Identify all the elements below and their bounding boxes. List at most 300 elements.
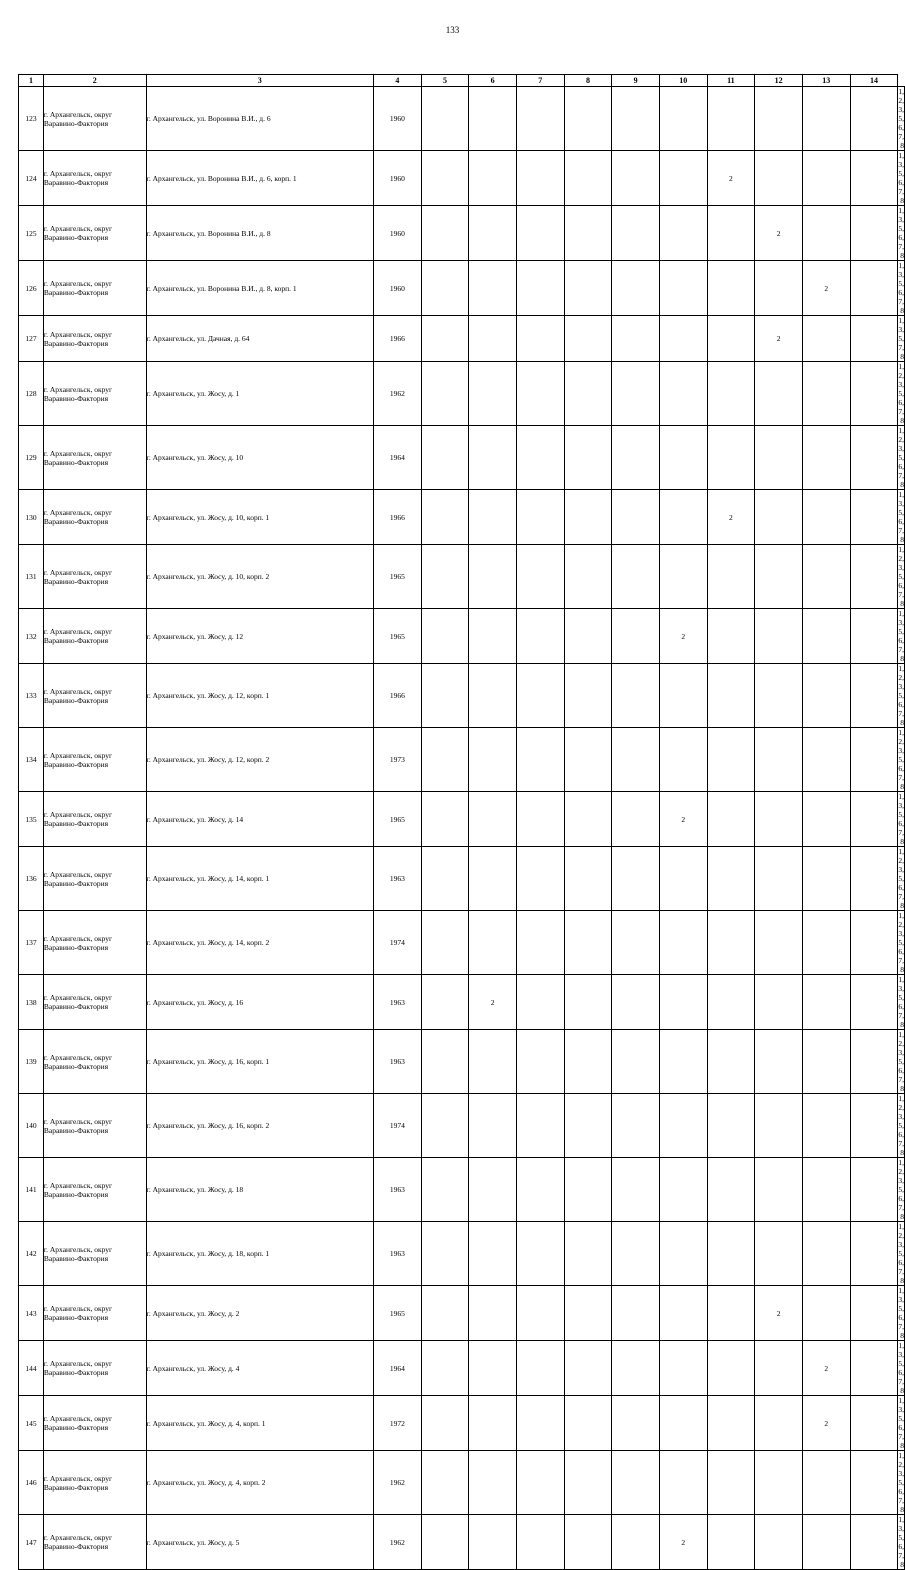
work-list-line: 7, 8 bbox=[898, 471, 904, 489]
district-cell bbox=[43, 609, 146, 664]
district-line: г. Архангельск, округ bbox=[43, 627, 113, 636]
table-row bbox=[19, 426, 905, 490]
value-cell bbox=[850, 362, 898, 426]
value-cell bbox=[612, 609, 660, 664]
value-cell bbox=[755, 1341, 803, 1396]
value-cell bbox=[564, 792, 612, 847]
address-cell: г. Архангельск, ул. Жосу, д. 4, корп. 1 bbox=[146, 1396, 373, 1451]
value-cell bbox=[469, 426, 517, 490]
district-cell bbox=[43, 87, 146, 151]
table-row bbox=[19, 1451, 905, 1515]
value-cell bbox=[421, 975, 469, 1030]
district-line: Варавино-Фактория bbox=[43, 1542, 109, 1551]
address-cell: г. Архангельск, ул. Жосу, д. 2 bbox=[146, 1286, 373, 1341]
district-line: г. Архангельск, округ bbox=[43, 567, 113, 577]
value-cell bbox=[469, 1094, 517, 1158]
district-line: Варавино-Фактория bbox=[43, 1313, 109, 1322]
address-cell: г. Архангельск, ул. Жосу, д. 18 bbox=[146, 1158, 373, 1222]
value-cell bbox=[421, 1286, 469, 1341]
row-number-cell: 128 bbox=[19, 362, 44, 426]
value-cell bbox=[516, 664, 564, 728]
district-cell bbox=[43, 911, 146, 975]
district-line: г. Архангельск, округ bbox=[43, 1052, 113, 1062]
value-cell bbox=[421, 1030, 469, 1094]
value-cell bbox=[659, 664, 707, 728]
value-cell bbox=[469, 1341, 517, 1396]
year-cell: 1960 bbox=[373, 151, 421, 206]
table-body bbox=[19, 87, 905, 1570]
value-cell bbox=[707, 1030, 755, 1094]
work-list-line: 1, 3, 5, 6, 7, bbox=[898, 1515, 904, 1560]
work-list-line: 1, 3, 5, 6, 7, bbox=[898, 151, 904, 196]
value-cell bbox=[564, 490, 612, 545]
value-cell bbox=[755, 362, 803, 426]
address-cell: г. Архангельск, ул. Воронина В.И., д. 6, корп. 1 bbox=[146, 151, 373, 206]
value-cell bbox=[612, 1451, 660, 1515]
year-cell: 1972 bbox=[373, 1396, 421, 1451]
header-row bbox=[19, 75, 905, 87]
address-cell: г. Архангельск, ул. Жосу, д. 14, корп. 2 bbox=[146, 911, 373, 975]
work-list-line: 1, 2, 3, 5, 6, bbox=[898, 1158, 904, 1203]
district-cell bbox=[43, 151, 146, 206]
address-cell: г. Архангельск, ул. Жосу, д. 5 bbox=[146, 1515, 373, 1570]
value-cell bbox=[850, 728, 898, 792]
value-cell bbox=[516, 609, 564, 664]
work-list-line: 7, 8 bbox=[898, 1075, 904, 1093]
value-cell bbox=[564, 1030, 612, 1094]
year-cell: 1974 bbox=[373, 1094, 421, 1158]
column-header: 14 bbox=[850, 75, 898, 87]
work-list-line: 1, 2, 3, 5, 6, bbox=[898, 847, 904, 892]
value-cell bbox=[421, 87, 469, 151]
address-cell: г. Архангельск, ул. Жосу, д. 10, корп. 1 bbox=[146, 490, 373, 545]
district-cell bbox=[43, 1286, 146, 1341]
value-cell bbox=[850, 609, 898, 664]
value-cell bbox=[516, 1515, 564, 1570]
work-list-line: 1, 2, 3, 5, 6, bbox=[898, 1094, 904, 1139]
district-line: Варавино-Фактория bbox=[43, 1368, 109, 1377]
value-cell bbox=[802, 1094, 850, 1158]
value-cell bbox=[516, 1396, 564, 1451]
year-cell: 1966 bbox=[373, 664, 421, 728]
value-cell bbox=[707, 362, 755, 426]
work-list-line: 7, 8 bbox=[898, 590, 904, 608]
value-cell bbox=[612, 1158, 660, 1222]
value-cell bbox=[469, 847, 517, 911]
address-cell: г. Архангельск, ул. Жосу, д. 16, корп. 1 bbox=[146, 1030, 373, 1094]
work-list-cell bbox=[898, 1396, 905, 1451]
value-cell bbox=[516, 1286, 564, 1341]
value-cell bbox=[421, 362, 469, 426]
value-cell bbox=[564, 206, 612, 261]
address-cell: г. Архангельск, ул. Жосу, д. 16, корп. 2 bbox=[146, 1094, 373, 1158]
work-list-cell bbox=[898, 362, 905, 426]
value-cell bbox=[612, 1286, 660, 1341]
value-cell bbox=[659, 362, 707, 426]
district-line: г. Архангельск, округ bbox=[43, 869, 113, 879]
work-list-line: 1, 3, 5, 7, 8 bbox=[898, 316, 904, 361]
value-cell bbox=[421, 664, 469, 728]
value-cell bbox=[564, 664, 612, 728]
year-cell: 1960 bbox=[373, 87, 421, 151]
value-cell bbox=[564, 87, 612, 151]
value-cell bbox=[564, 1341, 612, 1396]
value-cell bbox=[612, 362, 660, 426]
value-cell bbox=[707, 87, 755, 151]
value-cell bbox=[516, 1158, 564, 1222]
work-list-line: 1, 2, 3, 5, 6, bbox=[898, 728, 904, 773]
work-list-line: 1, 2, 3, 5, 6, bbox=[898, 362, 904, 407]
value-cell bbox=[850, 1158, 898, 1222]
district-cell bbox=[43, 1030, 146, 1094]
value-cell bbox=[850, 426, 898, 490]
district-line: г. Архангельск, округ bbox=[43, 508, 113, 517]
row-number-cell: 142 bbox=[19, 1222, 44, 1286]
value-cell bbox=[802, 426, 850, 490]
district-cell bbox=[43, 1451, 146, 1515]
value-cell bbox=[850, 847, 898, 911]
value-cell bbox=[707, 1451, 755, 1515]
value-cell bbox=[469, 911, 517, 975]
value-cell bbox=[802, 316, 850, 362]
value-cell bbox=[707, 1515, 755, 1570]
table-row bbox=[19, 1341, 905, 1396]
address-cell: г. Архангельск, ул. Воронина В.И., д. 8, корп. 1 bbox=[146, 261, 373, 316]
row-number-cell: 140 bbox=[19, 1094, 44, 1158]
value-cell bbox=[612, 1396, 660, 1451]
district-cell bbox=[43, 1341, 146, 1396]
work-list-cell bbox=[898, 1341, 905, 1396]
value-cell bbox=[421, 151, 469, 206]
value-cell bbox=[707, 426, 755, 490]
district-line: Варавино-Фактория bbox=[43, 118, 109, 128]
value-cell bbox=[421, 1396, 469, 1451]
district-line: г. Архангельск, округ bbox=[43, 993, 113, 1002]
year-cell: 1963 bbox=[373, 1222, 421, 1286]
work-list-line: 1, 2, 3, 5, 6, bbox=[898, 664, 904, 709]
value-cell bbox=[802, 151, 850, 206]
value-cell bbox=[421, 1341, 469, 1396]
value-cell bbox=[469, 792, 517, 847]
district-line: Варавино-Фактория bbox=[43, 178, 109, 187]
value-cell bbox=[612, 151, 660, 206]
year-cell: 1962 bbox=[373, 1515, 421, 1570]
row-number-cell: 147 bbox=[19, 1515, 44, 1570]
value-cell bbox=[469, 1515, 517, 1570]
district-line: г. Архангельск, округ bbox=[43, 1533, 113, 1542]
value-cell bbox=[802, 975, 850, 1030]
table-row bbox=[19, 206, 905, 261]
value-cell bbox=[850, 545, 898, 609]
value-cell bbox=[564, 1158, 612, 1222]
address-cell: г. Архангельск, ул. Воронина В.И., д. 6 bbox=[146, 87, 373, 151]
row-number-cell: 135 bbox=[19, 792, 44, 847]
table-row bbox=[19, 316, 905, 362]
row-number-cell: 130 bbox=[19, 490, 44, 545]
value-cell bbox=[802, 847, 850, 911]
work-list-line: 7, 8 bbox=[898, 709, 904, 727]
value-cell bbox=[707, 206, 755, 261]
table-row bbox=[19, 1158, 905, 1222]
address-cell: г. Архангельск, ул. Жосу, д. 14, корп. 1 bbox=[146, 847, 373, 911]
work-list-cell bbox=[898, 490, 905, 545]
value-cell bbox=[707, 664, 755, 728]
district-line: Варавино-Фактория bbox=[43, 338, 109, 348]
value-cell bbox=[612, 545, 660, 609]
year-cell: 1965 bbox=[373, 1286, 421, 1341]
work-list-line: 7, 8 bbox=[898, 1139, 904, 1157]
work-list-cell bbox=[898, 664, 905, 728]
year-cell: 1960 bbox=[373, 206, 421, 261]
value-cell bbox=[802, 87, 850, 151]
value-cell bbox=[659, 1030, 707, 1094]
table-row bbox=[19, 1222, 905, 1286]
district-cell bbox=[43, 792, 146, 847]
table-row bbox=[19, 1030, 905, 1094]
value-cell bbox=[612, 1515, 660, 1570]
value-cell bbox=[707, 1286, 755, 1341]
year-cell: 1962 bbox=[373, 1451, 421, 1515]
table-row bbox=[19, 490, 905, 545]
district-line: Варавино-Фактория bbox=[43, 1423, 109, 1432]
housing-table bbox=[18, 74, 905, 1570]
district-line: Варавино-Фактория bbox=[43, 1253, 109, 1263]
work-list-cell bbox=[898, 792, 905, 847]
value-cell bbox=[612, 1341, 660, 1396]
work-list-line: 1, 3, 5, 6, 7, bbox=[898, 261, 904, 306]
district-cell bbox=[43, 316, 146, 362]
year-cell: 1973 bbox=[373, 728, 421, 792]
value-cell: 2 bbox=[659, 792, 707, 847]
district-line: Варавино-Фактория bbox=[43, 636, 109, 645]
district-cell bbox=[43, 1158, 146, 1222]
value-cell bbox=[802, 1158, 850, 1222]
value-cell bbox=[612, 728, 660, 792]
value-cell bbox=[707, 1158, 755, 1222]
district-cell bbox=[43, 1396, 146, 1451]
value-cell bbox=[755, 261, 803, 316]
value-cell: 2 bbox=[659, 609, 707, 664]
work-list-cell bbox=[898, 1158, 905, 1222]
row-number-cell: 129 bbox=[19, 426, 44, 490]
work-list-line: 1, 2, 3, 5, 6, bbox=[898, 1222, 904, 1267]
value-cell bbox=[659, 545, 707, 609]
value-cell bbox=[469, 362, 517, 426]
value-cell bbox=[564, 151, 612, 206]
district-line: г. Архангельск, округ bbox=[43, 224, 113, 233]
district-line: Варавино-Фактория bbox=[43, 1482, 109, 1492]
table-row bbox=[19, 847, 905, 911]
value-cell bbox=[421, 847, 469, 911]
value-cell bbox=[469, 1030, 517, 1094]
district-line: Варавино-Фактория bbox=[43, 695, 109, 705]
district-line: Варавино-Фактория bbox=[43, 517, 109, 526]
value-cell bbox=[802, 1451, 850, 1515]
value-cell bbox=[564, 1515, 612, 1570]
value-cell bbox=[850, 1515, 898, 1570]
work-list-line: 8 bbox=[900, 1441, 904, 1450]
value-cell bbox=[850, 911, 898, 975]
value-cell bbox=[850, 1094, 898, 1158]
row-number-cell: 125 bbox=[19, 206, 44, 261]
value-cell bbox=[659, 1158, 707, 1222]
value-cell bbox=[802, 545, 850, 609]
row-number-cell: 131 bbox=[19, 545, 44, 609]
value-cell bbox=[659, 151, 707, 206]
table-row bbox=[19, 151, 905, 206]
row-number-cell: 124 bbox=[19, 151, 44, 206]
value-cell bbox=[421, 911, 469, 975]
value-cell bbox=[802, 792, 850, 847]
work-list-cell bbox=[898, 426, 905, 490]
row-number-cell: 146 bbox=[19, 1451, 44, 1515]
value-cell: 2 bbox=[755, 206, 803, 261]
value-cell bbox=[516, 975, 564, 1030]
value-cell bbox=[516, 151, 564, 206]
value-cell bbox=[707, 792, 755, 847]
value-cell bbox=[850, 1396, 898, 1451]
value-cell bbox=[755, 1158, 803, 1222]
value-cell bbox=[564, 1222, 612, 1286]
year-cell: 1965 bbox=[373, 545, 421, 609]
district-line: Варавино-Фактория bbox=[43, 819, 109, 828]
value-cell bbox=[850, 151, 898, 206]
address-cell: г. Архангельск, ул. Жосу, д. 12 bbox=[146, 609, 373, 664]
column-header: 11 bbox=[707, 75, 755, 87]
value-cell bbox=[755, 664, 803, 728]
value-cell bbox=[707, 1396, 755, 1451]
row-number-cell: 134 bbox=[19, 728, 44, 792]
work-list-line: 8 bbox=[900, 196, 904, 205]
value-cell: 2 bbox=[707, 490, 755, 545]
value-cell: 2 bbox=[802, 1341, 850, 1396]
value-cell bbox=[516, 1222, 564, 1286]
value-cell bbox=[802, 490, 850, 545]
value-cell: 2 bbox=[707, 151, 755, 206]
work-list-line: 7, 8 bbox=[898, 1203, 904, 1221]
table-row bbox=[19, 1286, 905, 1341]
work-list-cell bbox=[898, 1094, 905, 1158]
value-cell bbox=[516, 1094, 564, 1158]
value-cell bbox=[755, 151, 803, 206]
district-line: Варавино-Фактория bbox=[43, 233, 109, 242]
row-number-cell: 127 bbox=[19, 316, 44, 362]
district-line: Варавино-Фактория bbox=[43, 878, 109, 888]
row-number-cell: 141 bbox=[19, 1158, 44, 1222]
value-cell bbox=[707, 911, 755, 975]
value-cell bbox=[707, 1341, 755, 1396]
work-list-cell bbox=[898, 975, 905, 1030]
work-list-cell bbox=[898, 1451, 905, 1515]
value-cell bbox=[564, 316, 612, 362]
district-cell bbox=[43, 261, 146, 316]
value-cell bbox=[564, 261, 612, 316]
value-cell bbox=[802, 1515, 850, 1570]
value-cell bbox=[755, 1222, 803, 1286]
district-line: г. Архангельск, округ bbox=[43, 1244, 113, 1254]
work-list-line: 7, 8 bbox=[898, 407, 904, 425]
column-header: 10 bbox=[659, 75, 707, 87]
value-cell bbox=[755, 545, 803, 609]
district-cell bbox=[43, 728, 146, 792]
work-list-line: 1, 2, 3, 5, 6, bbox=[898, 1030, 904, 1075]
work-list-cell bbox=[898, 87, 905, 151]
column-header: 2 bbox=[43, 75, 146, 87]
district-cell bbox=[43, 362, 146, 426]
value-cell bbox=[850, 1451, 898, 1515]
value-cell bbox=[612, 490, 660, 545]
value-cell bbox=[612, 1094, 660, 1158]
work-list-cell bbox=[898, 316, 905, 362]
value-cell bbox=[564, 1451, 612, 1515]
address-cell: г. Архангельск, ул. Жосу, д. 10, корп. 2 bbox=[146, 545, 373, 609]
value-cell bbox=[755, 1451, 803, 1515]
value-cell bbox=[612, 911, 660, 975]
work-list-line: 1, 3, 5, 6, 7, bbox=[898, 206, 904, 251]
table-row bbox=[19, 545, 905, 609]
row-number-cell: 143 bbox=[19, 1286, 44, 1341]
table-row bbox=[19, 1094, 905, 1158]
work-list-cell bbox=[898, 728, 905, 792]
district-line: г. Архангельск, округ bbox=[43, 1180, 113, 1190]
value-cell bbox=[802, 1030, 850, 1094]
value-cell bbox=[516, 316, 564, 362]
address-cell: г. Архангельск, ул. Жосу, д. 18, корп. 1 bbox=[146, 1222, 373, 1286]
table-row bbox=[19, 911, 905, 975]
value-cell bbox=[469, 316, 517, 362]
work-list-cell bbox=[898, 847, 905, 911]
value-cell bbox=[516, 728, 564, 792]
district-cell bbox=[43, 426, 146, 490]
district-line: г. Архангельск, округ bbox=[43, 329, 113, 339]
district-line: г. Архангельск, округ bbox=[43, 384, 113, 394]
work-list-line: 1, 2, 3, 5, 6, bbox=[898, 911, 904, 956]
table-row bbox=[19, 362, 905, 426]
value-cell bbox=[421, 316, 469, 362]
year-cell: 1965 bbox=[373, 609, 421, 664]
row-number-cell: 136 bbox=[19, 847, 44, 911]
value-cell bbox=[516, 1341, 564, 1396]
district-line: г. Архангельск, округ bbox=[43, 686, 113, 696]
value-cell bbox=[802, 1286, 850, 1341]
value-cell bbox=[564, 911, 612, 975]
value-cell bbox=[421, 609, 469, 664]
work-list-line: 8 bbox=[900, 306, 904, 315]
address-cell: г. Архангельск, ул. Жосу, д. 12, корп. 2 bbox=[146, 728, 373, 792]
work-list-line: 7, 8 bbox=[898, 132, 904, 150]
value-cell: 2 bbox=[659, 1515, 707, 1570]
value-cell bbox=[469, 151, 517, 206]
district-line: г. Архангельск, округ bbox=[43, 1473, 113, 1483]
work-list-line: 8 bbox=[900, 251, 904, 260]
value-cell bbox=[516, 911, 564, 975]
value-cell bbox=[802, 206, 850, 261]
address-cell: г. Архангельск, ул. Воронина В.И., д. 8 bbox=[146, 206, 373, 261]
value-cell bbox=[612, 664, 660, 728]
value-cell bbox=[850, 261, 898, 316]
district-line: г. Архангельск, округ bbox=[43, 169, 113, 178]
work-list-cell bbox=[898, 1030, 905, 1094]
value-cell bbox=[612, 975, 660, 1030]
year-cell: 1963 bbox=[373, 1030, 421, 1094]
value-cell bbox=[850, 1222, 898, 1286]
value-cell bbox=[755, 792, 803, 847]
value-cell bbox=[755, 911, 803, 975]
district-line: г. Архангельск, округ bbox=[43, 750, 113, 760]
value-cell bbox=[516, 847, 564, 911]
district-line: Варавино-Фактория bbox=[43, 1125, 109, 1135]
value-cell bbox=[850, 1286, 898, 1341]
